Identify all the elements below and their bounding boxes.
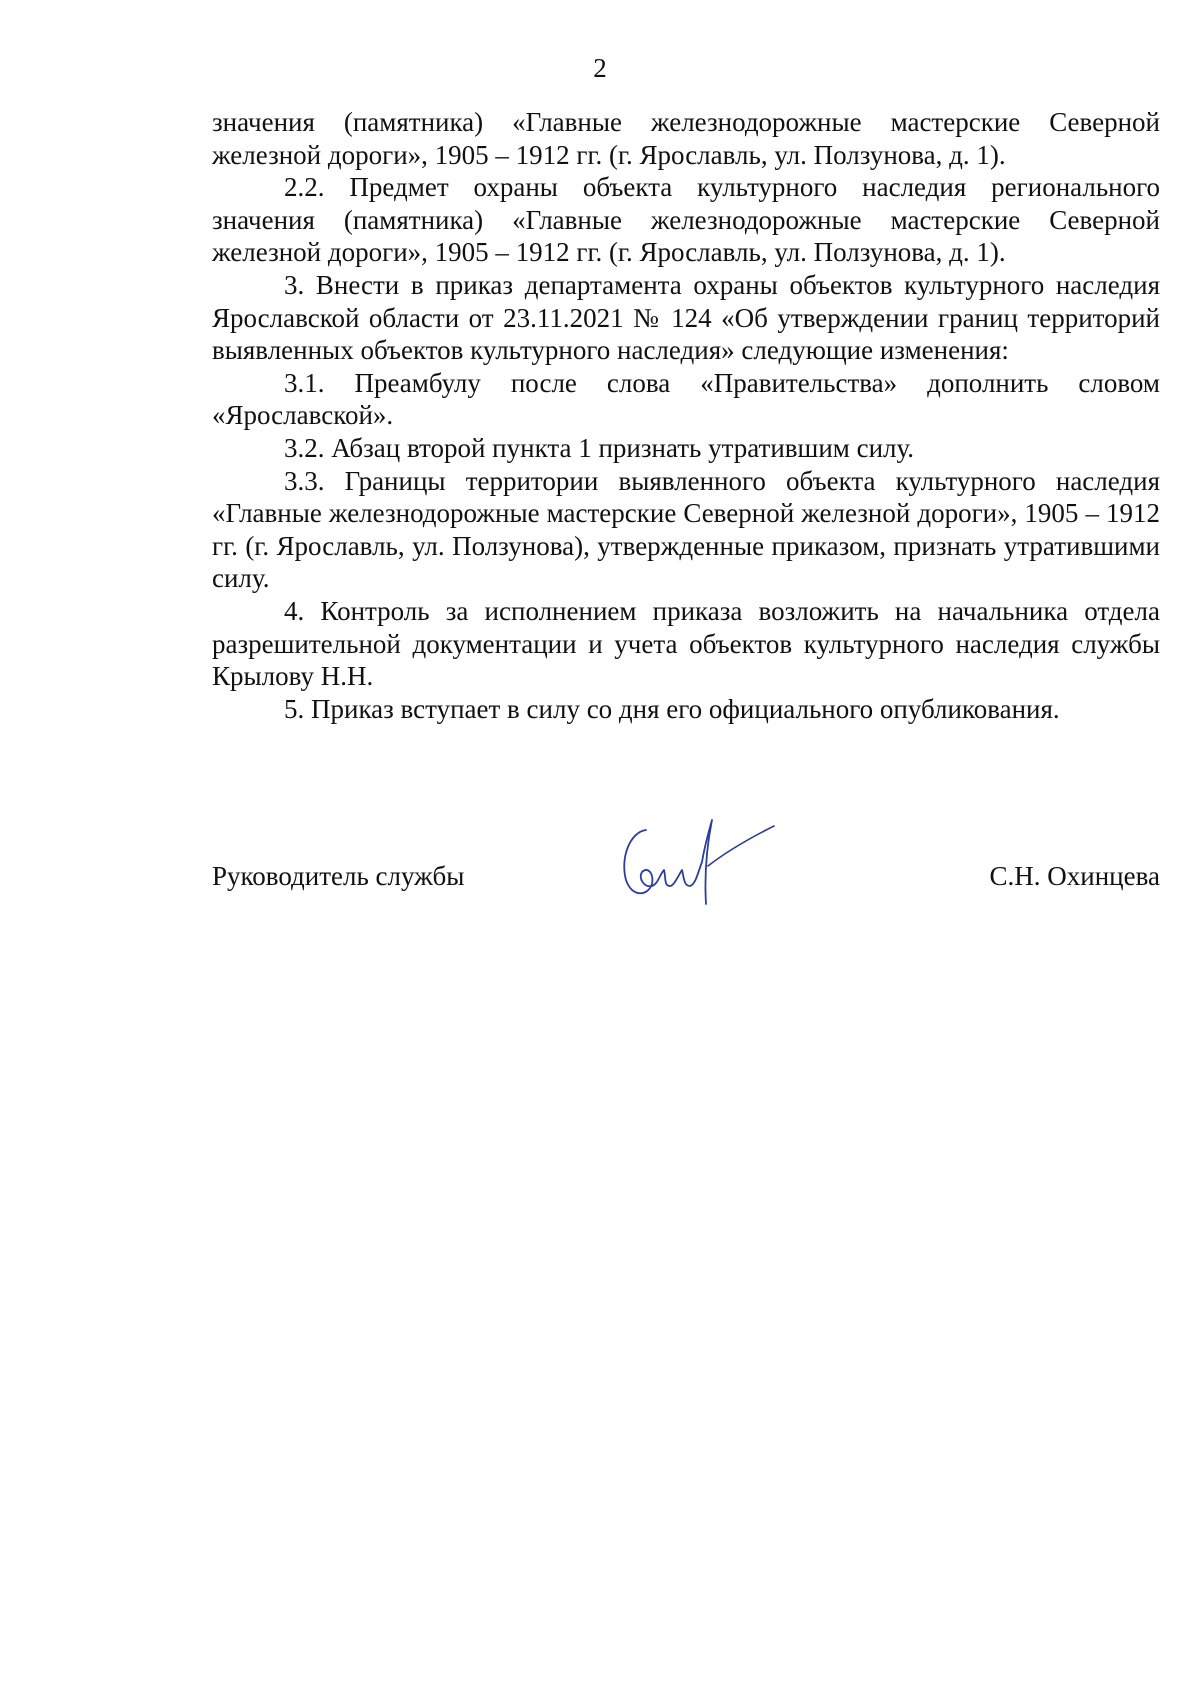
paragraph-3-1: 3.1. Преамбулу после слова «Правительства» дополнить словом «Ярославской». (212, 367, 1160, 431)
paragraph-4: 4. Контроль за исполнением приказа возложить на начальника отдела разрешительной документации и учета объектов культурного наследия службы Крылову Н.Н. (212, 595, 1160, 692)
paragraph-continuation: значения (памятника) «Главные железнодорожные мастерские Северной железной дороги», 1905 – 1912 гг. (г. Ярославль, ул. Ползунова, д. 1). (212, 107, 1160, 170)
paragraph-2-2: 2.2. Предмет охраны объекта культурного наследия регионального значения (памятника) «Главные железнодорожные мастерские Северной железной дороги», 1905 – 1912 гг. (г. Ярославль, ул. Ползунова, д. 1). (212, 172, 1160, 268)
signature-block (212, 858, 1160, 898)
handwritten-signature (612, 800, 782, 920)
signatory-name: С.Н. Охинцева (989, 861, 1160, 891)
document-body (212, 106, 1160, 725)
signatory-position: Руководитель службы (212, 861, 465, 891)
paragraph-3-2: 3.2. Абзац второй пункта 1 признать утратившим силу. (284, 432, 915, 463)
paragraph-5: 5. Приказ вступает в силу со дня его официального опубликования. (284, 693, 1060, 724)
page-number: 2 (593, 53, 607, 83)
paragraph-3: 3. Внести в приказ департамента охраны объектов культурного наследия Ярославской области от 23.11.2021 № 124 «Об утверждении границ территорий выявленных объектов культурного наследия» следующие изменения: (212, 269, 1160, 366)
signature-stroke-tail (708, 826, 774, 866)
signature-stroke-main (624, 820, 712, 904)
paragraph-3-3: 3.3. Границы территории выявленного объекта культурного наследия «Главные железнодорожные мастерские Северной железной дороги», 1905 – 1912 гг. (г. Ярославль, ул. Ползунова), утвержденные приказом, признать утратившими силу. (212, 465, 1160, 594)
